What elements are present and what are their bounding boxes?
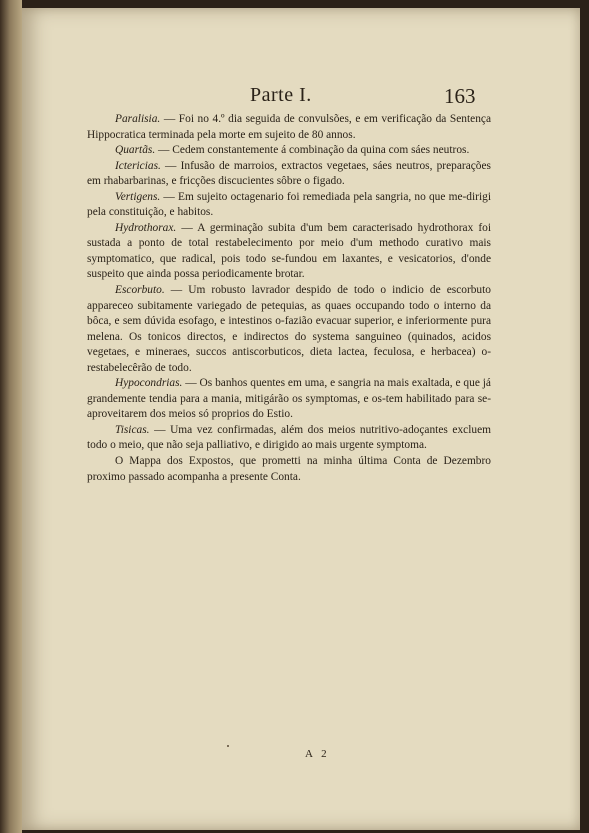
body-text bbox=[87, 112, 491, 485]
paragraph-text: — Uma vez confirmadas, além dos meios nutritivo-adoçantes excluem todo o meio, que não seja palliativo, e dirigido ao mais urgente symptoma. bbox=[87, 423, 491, 452]
paragraph-text: — Cedem constantemente á combinação da quina com sáes neutros. bbox=[155, 144, 470, 157]
ink-speck bbox=[227, 745, 229, 747]
paragraph-heading: Hydrothorax. bbox=[115, 221, 177, 234]
paragraph-vertigens bbox=[87, 190, 491, 221]
paragraph-heading: Escorbuto. bbox=[115, 284, 165, 297]
paragraph-heading: Quartãs. bbox=[115, 144, 156, 157]
paragraph-paralisia bbox=[87, 112, 491, 143]
paragraph-text: — Foi no 4.º dia seguida de convulsões, e em verificação da Sentença Hippocratica terminada pela morte em sujeito de 80 annos. bbox=[87, 113, 491, 141]
paragraph-text: O Mappa dos Expostos, que prometti na minha última Conta de Dezembro proximo passado acompanha a presente Conta. bbox=[87, 455, 491, 483]
signature-mark: A 2 bbox=[305, 748, 330, 760]
paragraph-mappa-expostos bbox=[87, 454, 491, 485]
page-number: 163 bbox=[444, 84, 476, 108]
paragraph-text: — Em sujeito octagenario foi remediada pela sangria, no que me-dirigi pela constituição, e habitos. bbox=[87, 190, 491, 219]
paragraph-heading: Ictericias. bbox=[115, 159, 161, 172]
paragraph-hypocondrias bbox=[87, 376, 491, 423]
paragraph-text: — Um robusto lavrador despido de todo o indicio de escorbuto appareceo subitamente variegado de petequias, as quaes occupando todo o interno da bôca, e sem dúvida esofago, e intestinos o-fazião evacuar superior, e inferiormente pura melena. Os tonicos directos, e indirectos do systema sanguineo (quinados, acidos vegetaes, e mineraes, succos antiscorbuticos, dieta lactea, feculosa, e herbacea) o-restabelecêrão de todo. bbox=[87, 284, 491, 374]
paragraph-heading: Vertigens. bbox=[115, 190, 161, 203]
paragraph-heading: Hypocondrias. bbox=[115, 377, 183, 390]
paragraph-quartas bbox=[87, 143, 491, 159]
paragraph-text: — Infusão de marroios, extractos vegetaes, sáes neutros, preparações em rhabarbarinas, e fricções discucientes sôbre o figado. bbox=[87, 159, 491, 188]
paragraph-escorbuto bbox=[87, 283, 491, 376]
book-spine-gutter bbox=[0, 0, 22, 833]
running-title: Parte I. bbox=[250, 84, 312, 106]
paragraph-heading: Tisicas. bbox=[115, 423, 150, 436]
paragraph-heading: Paralisia. bbox=[115, 113, 161, 125]
paragraph-text: — A germinação subita d'um bem caracterisado hydrothorax foi sustada a ponto de total restabelecimento por meio d'um methodo curativo mais symptomatico, que radical, pois todo se-fundou em laxantes, e vesicatorios, d'onde suspeito que ainda possa periodicamente brotar. bbox=[87, 221, 491, 281]
paragraph-ictericias bbox=[87, 159, 491, 190]
book-page bbox=[22, 8, 580, 830]
paragraph-tisicas bbox=[87, 423, 491, 454]
paragraph-hydrothorax bbox=[87, 221, 491, 283]
page-header bbox=[22, 80, 580, 114]
paragraph-text: — Os banhos quentes em uma, e sangria na mais exaltada, e que já grandemente tendia para a mania, mitigárão os symptomas, e os-tem habilitado para se-aproveitarem dos meios só proprios do Estio. bbox=[87, 377, 491, 421]
